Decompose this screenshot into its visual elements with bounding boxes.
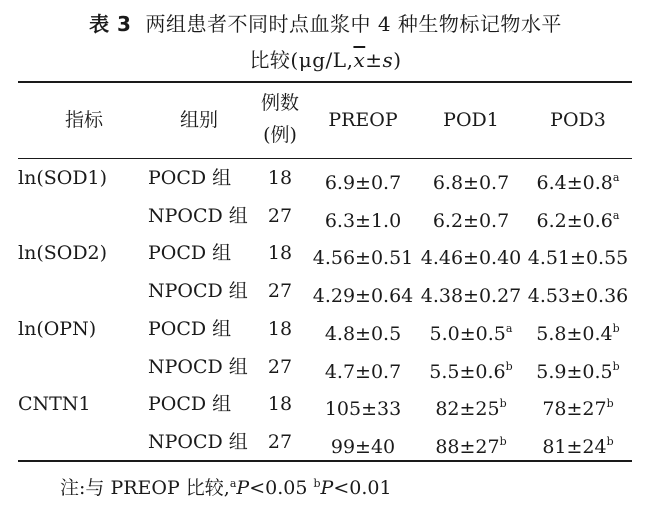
- cell-pod3-value: 5.8±0.4: [536, 323, 613, 345]
- cell-pod1-significance: b: [499, 397, 507, 410]
- cell-pod3-significance: b: [606, 397, 614, 410]
- cell-pod3: [537, 205, 620, 232]
- cell-preop: [313, 242, 414, 269]
- table-title: 两组患者不同时点血浆中 4 种生物标记物水平: [145, 12, 562, 36]
- cell-n: [268, 356, 292, 378]
- cell-indicator: ln(OPN): [18, 318, 97, 340]
- cell-group: POCD 组: [148, 318, 232, 340]
- cell-pod1-value: 82±25: [435, 398, 500, 420]
- footnote-p-b: P: [320, 477, 334, 499]
- cell-pod1: [433, 205, 509, 232]
- footnote-p-a: P: [236, 477, 250, 499]
- header-indicator: 指标: [64, 109, 104, 131]
- cell-group: NPOCD 组: [148, 205, 248, 227]
- cell-preop-value: 4.29±0.64: [312, 285, 414, 307]
- cell-group: POCD 组: [148, 242, 232, 264]
- cell-preop: [325, 356, 401, 383]
- cell-preop-value: 99±40: [330, 436, 396, 458]
- cell-pod1: [435, 393, 506, 420]
- cell-n: [268, 242, 292, 264]
- subtitle-unit: μg/L,: [298, 48, 354, 72]
- table-caption: [0, 8, 651, 37]
- cell-n-value: 27: [267, 431, 293, 453]
- footnote-threshold-a: <0.05: [249, 477, 314, 499]
- footnote-threshold-b: <0.01: [333, 477, 392, 499]
- cell-preop: [313, 280, 414, 307]
- cell-pod3: [536, 356, 619, 383]
- cell-pod1-value: 6.8±0.7: [432, 172, 510, 194]
- cell-n-value: 27: [267, 280, 293, 302]
- header-group: 组别: [179, 109, 219, 131]
- cell-pod3: [537, 167, 620, 194]
- cell-preop: [325, 205, 401, 232]
- cell-n: [268, 280, 292, 302]
- cell-preop-value: 6.3±1.0: [324, 210, 402, 232]
- cell-pod1: [435, 431, 506, 458]
- cell-n: [268, 167, 292, 189]
- header-pod1: POD1: [443, 109, 499, 131]
- cell-n-value: 18: [267, 318, 293, 340]
- header-count-line1: 例数: [260, 92, 300, 114]
- cell-pod1-value: 5.5±0.6: [429, 361, 506, 383]
- cell-pod1-value: 6.2±0.7: [432, 210, 510, 232]
- cell-pod3: [528, 280, 629, 307]
- cell-group: POCD 组: [148, 167, 232, 189]
- cell-preop: [325, 318, 401, 345]
- cell-n-value: 18: [267, 393, 293, 415]
- subtitle-plus-minus: ±: [365, 48, 383, 72]
- subtitle-suffix: ): [393, 48, 402, 72]
- cell-pod1: [421, 242, 522, 269]
- cell-pod3-value: 6.4±0.8: [536, 172, 613, 194]
- cell-n: [268, 393, 292, 415]
- cell-n-value: 18: [267, 167, 293, 189]
- cell-pod3: [542, 393, 613, 420]
- cell-group: NPOCD 组: [148, 356, 248, 378]
- cell-pod1-significance: a: [505, 322, 513, 335]
- cell-pod1-significance: b: [499, 435, 507, 448]
- cell-preop-value: 6.9±0.7: [324, 172, 402, 194]
- cell-group: NPOCD 组: [148, 280, 248, 302]
- table-top-rule: [18, 81, 632, 83]
- table-footnote: [60, 473, 392, 500]
- cell-pod3: [542, 431, 613, 458]
- cell-n: [268, 318, 292, 340]
- table-number: 表 3: [89, 12, 132, 36]
- cell-pod1-value: 88±27: [435, 436, 500, 458]
- subtitle-prefix: 比较(: [249, 48, 299, 72]
- cell-pod1: [429, 356, 512, 383]
- cell-preop: [325, 393, 401, 420]
- cell-pod3: [536, 318, 619, 345]
- cell-indicator: ln(SOD2): [18, 242, 108, 264]
- cell-n: [268, 205, 292, 227]
- cell-pod1-significance: b: [505, 360, 513, 373]
- cell-pod1: [433, 167, 509, 194]
- cell-indicator: CNTN1: [18, 393, 91, 415]
- header-count-line2: (例): [263, 124, 297, 146]
- cell-pod3-significance: b: [612, 322, 620, 335]
- header-pod3: POD3: [550, 109, 606, 131]
- cell-pod1: [430, 318, 513, 345]
- cell-pod3-value: 4.53±0.36: [527, 285, 629, 307]
- cell-preop: [331, 431, 395, 458]
- cell-pod3-value: 4.51±0.55: [527, 247, 629, 269]
- cell-preop-value: 4.8±0.5: [324, 323, 402, 345]
- cell-preop-value: 4.56±0.51: [312, 247, 414, 269]
- cell-n: [268, 431, 292, 453]
- cell-group: NPOCD 组: [148, 431, 248, 453]
- cell-n-value: 27: [267, 205, 293, 227]
- cell-pod1-value: 5.0±0.5: [429, 323, 506, 345]
- cell-pod1-value: 4.38±0.27: [420, 285, 522, 307]
- footnote-prefix: 注:与 PREOP 比较,: [60, 477, 230, 499]
- cell-indicator: ln(SOD1): [18, 167, 108, 189]
- cell-pod1: [421, 280, 522, 307]
- footnote-sup-a: a: [229, 477, 237, 490]
- cell-pod3-significance: b: [612, 360, 620, 373]
- cell-preop-value: 105±33: [324, 398, 402, 420]
- cell-pod3-significance: b: [606, 435, 614, 448]
- table-subtitle: [0, 44, 651, 73]
- footnote-sup-b: b: [313, 477, 321, 490]
- subtitle-sd-symbol: s: [382, 48, 394, 72]
- cell-n-value: 27: [267, 356, 293, 378]
- cell-pod3: [528, 242, 629, 269]
- cell-pod3-value: 6.2±0.6: [536, 210, 613, 232]
- cell-pod3-value: 5.9±0.5: [536, 361, 613, 383]
- cell-pod3-value: 81±24: [542, 436, 607, 458]
- table-bottom-rule: [18, 460, 632, 462]
- cell-preop-value: 4.7±0.7: [324, 361, 402, 383]
- cell-n-value: 18: [267, 242, 293, 264]
- subtitle-mean-symbol: $\overline{x}$: [353, 48, 366, 72]
- cell-pod3-significance: a: [612, 209, 620, 222]
- cell-group: POCD 组: [148, 393, 232, 415]
- cell-pod3-significance: a: [612, 171, 620, 184]
- cell-preop: [325, 167, 401, 194]
- cell-pod1-value: 4.46±0.40: [420, 247, 522, 269]
- cell-pod3-value: 78±27: [542, 398, 607, 420]
- table-header-rule: [18, 158, 632, 159]
- header-preop: PREOP: [328, 109, 398, 131]
